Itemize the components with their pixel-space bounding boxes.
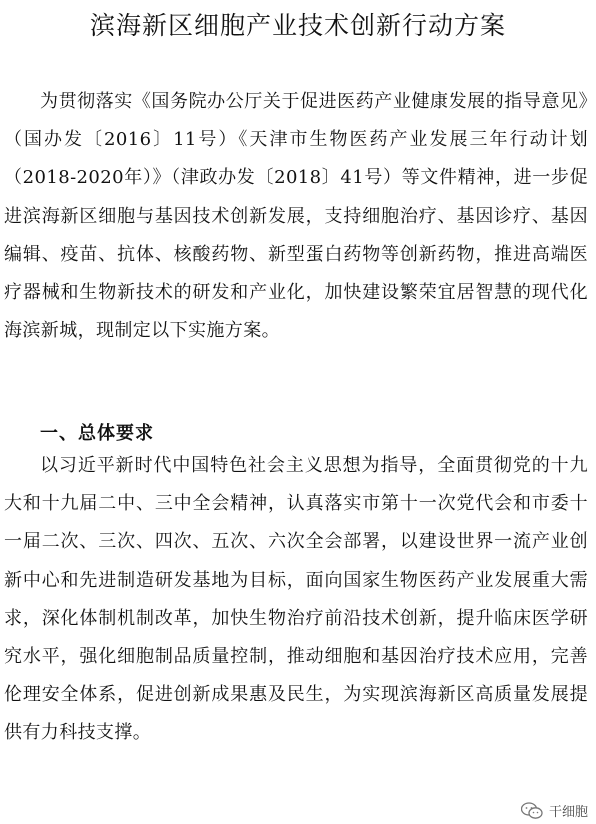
section-paragraph: 以习近平新时代中国特色社会主义思想为指导，全面贯彻党的十九大和十九届二中、三中全会精神，认真落实市第十一次党代会和市委十一届二次、三次、四次、五次、六次全会部署，以建设世界一流产业创新中心和先进制造研发基地为目标，面向国家生物医药产业发展重大需求，深化体制机制改革，加快生物治疗前沿技术创新，提升临床医学研究水平，强化细胞制品质量控制，推动细胞和基因治疗技术应用，完善伦理安全体系，促进创新成果惠及民生，为实现滨海新区高质量发展提供有力科技支撑。: [4, 455, 588, 744]
document-title: 滨海新区细胞产业技术创新行动方案: [89, 11, 506, 40]
intro-paragraph: 为贯彻落实《国务院办公厅关于促进医药产业健康发展的指导意见》（国办发〔2016〕11号）《天津市生物医药产业发展三年行动计划（2018-2020年）》（津政办发〔2018〕41号）等文件精神，进一步促进滨海新区细胞与基因技术创新发展，支持细胞治疗、基因诊疗、基因编辑、疫苗、抗体、核酸药物、新型蛋白药物等创新药物，推进高端医疗器械和生物新技术的研发和产业化，加快建设繁荣宜居智慧的现代化海滨新城，现制定以下实施方案。: [4, 91, 588, 342]
watermark-label: 干细胞: [548, 805, 588, 820]
watermark: [521, 801, 588, 820]
section-heading: 一、总体要求: [40, 423, 154, 444]
wechat-icon: [521, 802, 543, 820]
